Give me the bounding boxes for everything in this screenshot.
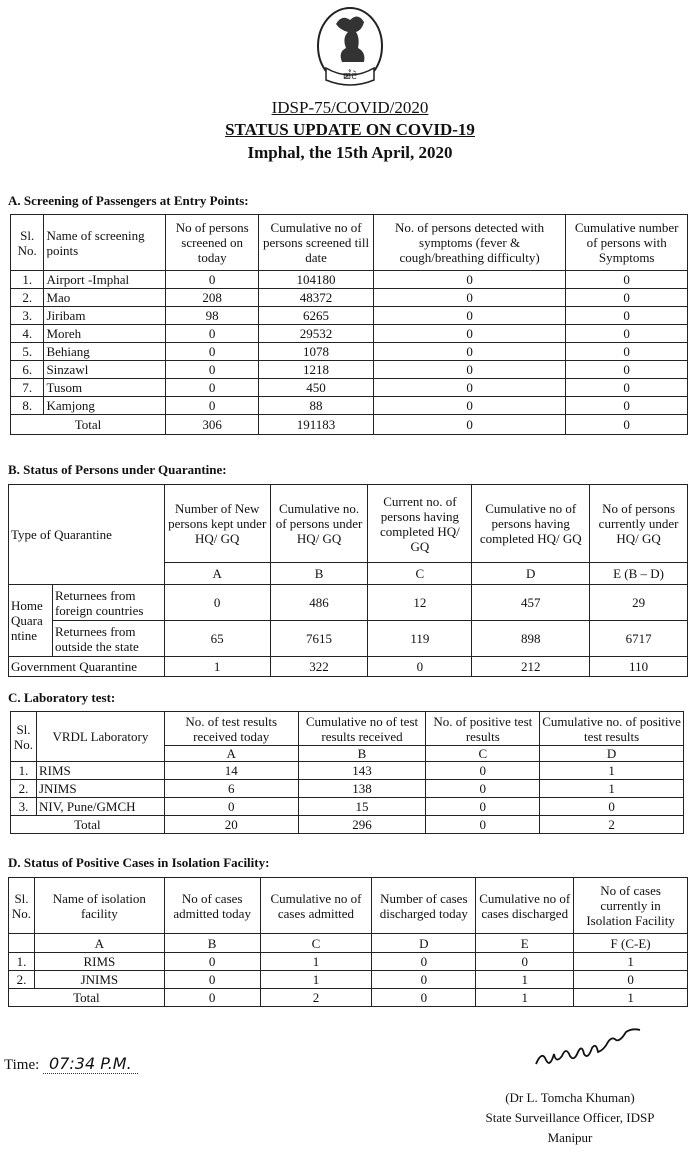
table-cell: 0 [164, 953, 260, 971]
table-cell: 0 [476, 953, 574, 971]
table-header-row [9, 878, 688, 934]
table-row [11, 343, 688, 361]
column-header: No. of persons detected with symptoms (fever & cough/breathing difficulty) [373, 215, 566, 271]
total-cell: 1 [476, 989, 574, 1007]
table-cell: 0 [373, 343, 566, 361]
table-cell: 14 [164, 762, 298, 780]
table-row [11, 289, 688, 307]
table-row [11, 325, 688, 343]
table-cell: RIMS [36, 762, 164, 780]
table-row [11, 307, 688, 325]
table-cell: JNIMS [36, 780, 164, 798]
table-cell: 0 [566, 361, 688, 379]
time-stamp [4, 1054, 138, 1074]
table-cell: 898 [472, 621, 590, 657]
table-cell: 0 [373, 379, 566, 397]
table-cell: 98 [166, 307, 259, 325]
table-cell: 104180 [259, 271, 374, 289]
table-cell: 0 [164, 971, 260, 989]
table-cell: 0 [373, 397, 566, 415]
total-row [9, 989, 688, 1007]
column-header: Cumulative no of cases discharged [476, 878, 574, 934]
table-cell: 486 [270, 585, 368, 621]
place-date: Imphal, the 15th April, 2020 [247, 143, 453, 162]
total-cell: 0 [164, 989, 260, 1007]
column-header: Type of Quarantine [9, 485, 165, 585]
table-cell: Behiang [44, 343, 166, 361]
column-header: Number of New persons kept under HQ/ GQ [164, 485, 270, 563]
table-row [11, 798, 684, 816]
table-row [9, 971, 688, 989]
column-header: Name of screening points [44, 215, 166, 271]
table-cell: 208 [166, 289, 259, 307]
column-letter: A [164, 746, 298, 762]
total-cell: 1 [574, 989, 688, 1007]
table-cell: 0 [540, 798, 684, 816]
document-title: STATUS UPDATE ON COVID-19 [225, 120, 475, 139]
table-cell: 0 [566, 379, 688, 397]
column-header: Cumulative number of persons with Symptoms [566, 215, 688, 271]
column-letter: B [164, 934, 260, 953]
total-cell: 2 [260, 989, 372, 1007]
table-cell: Jiribam [44, 307, 166, 325]
column-header: Number of cases discharged today [372, 878, 476, 934]
table-cell: 3. [11, 307, 44, 325]
column-letter: C [260, 934, 372, 953]
table-cell: 0 [373, 289, 566, 307]
column-header: No of persons screened on today [166, 215, 259, 271]
table-cell: 7. [11, 379, 44, 397]
table-cell: 0 [373, 307, 566, 325]
table-cell: NIV, Pune/GMCH [36, 798, 164, 816]
total-cell: 0 [372, 989, 476, 1007]
table-cell: Sinzawl [44, 361, 166, 379]
total-row [11, 415, 688, 435]
column-letter: F (C-E) [574, 934, 688, 953]
total-cell: 0 [426, 816, 540, 834]
table-header-row [9, 485, 688, 563]
table-cell: 2. [11, 289, 44, 307]
total-cell: 191183 [259, 415, 374, 435]
table-cell: 0 [372, 971, 476, 989]
table-cell: 0 [426, 798, 540, 816]
table-cell: 0 [164, 798, 298, 816]
table-cell: 6265 [259, 307, 374, 325]
section-b-heading: B. Status of Persons under Quarantine: [8, 462, 227, 477]
table-cell: 0 [368, 657, 472, 677]
column-header: Cumulative no. of positive test results [540, 712, 684, 746]
table-cell: 0 [166, 325, 259, 343]
laboratory-table [10, 711, 684, 834]
column-letter [9, 934, 35, 953]
table-cell: 1218 [259, 361, 374, 379]
table-cell: 0 [566, 289, 688, 307]
table-cell: 1 [476, 971, 574, 989]
row-label: Returnees from outside the state [52, 621, 164, 657]
table-cell: 6. [11, 361, 44, 379]
column-header: Sl. No. [11, 215, 44, 271]
table-cell: 1. [9, 953, 35, 971]
total-row [11, 816, 684, 834]
column-header: Cumulative no of test results received [298, 712, 426, 746]
table-cell: 1 [540, 762, 684, 780]
column-header: No. of test results received today [164, 712, 298, 746]
table-cell: RIMS [34, 953, 164, 971]
column-letter: E (B – D) [590, 563, 688, 585]
screening-table [10, 214, 688, 435]
table-cell: 29 [590, 585, 688, 621]
signatory-designation: State Surveillance Officer, IDSP [485, 1110, 655, 1125]
column-letter-row [9, 934, 688, 953]
table-row [11, 762, 684, 780]
total-cell: 0 [373, 415, 566, 435]
table-cell: 322 [270, 657, 368, 677]
table-cell: 0 [566, 397, 688, 415]
table-row [11, 397, 688, 415]
signatory-state: Manipur [547, 1130, 593, 1145]
table-cell: JNIMS [34, 971, 164, 989]
table-cell: 138 [298, 780, 426, 798]
table-cell: 0 [426, 762, 540, 780]
table-cell: 0 [426, 780, 540, 798]
total-label: Total [9, 989, 165, 1007]
table-cell: Kamjong [44, 397, 166, 415]
table-cell: 6 [164, 780, 298, 798]
column-letter: C [426, 746, 540, 762]
table-cell: 65 [164, 621, 270, 657]
column-header: No. of positive test results [426, 712, 540, 746]
column-header: No of cases currently in Isolation Facility [574, 878, 688, 934]
table-row [11, 379, 688, 397]
total-cell: 20 [164, 816, 298, 834]
table-row [11, 780, 684, 798]
table-cell: 0 [373, 271, 566, 289]
total-label: Total [11, 415, 166, 435]
section-c-heading: C. Laboratory test: [8, 690, 116, 705]
table-cell: 88 [259, 397, 374, 415]
table-cell: 2. [9, 971, 35, 989]
column-header: Cumulative no of persons screened till date [259, 215, 374, 271]
column-header: Current no. of persons having completed HQ/ GQ [368, 485, 472, 563]
table-cell: 143 [298, 762, 426, 780]
table-cell: Moreh [44, 325, 166, 343]
table-cell: 2. [11, 780, 37, 798]
table-cell: Tusom [44, 379, 166, 397]
column-header: Name of isolation facility [34, 878, 164, 934]
table-cell: 1 [164, 657, 270, 677]
table-cell: Airport -Imphal [44, 271, 166, 289]
table-cell: 0 [566, 343, 688, 361]
table-cell: 450 [259, 379, 374, 397]
column-letter: C [368, 563, 472, 585]
column-letter: B [270, 563, 368, 585]
column-letter: A [34, 934, 164, 953]
column-header: VRDL Laboratory [36, 712, 164, 762]
table-cell: 12 [368, 585, 472, 621]
table-cell: 1078 [259, 343, 374, 361]
table-cell: 0 [566, 325, 688, 343]
section-a-heading: A. Screening of Passengers at Entry Points: [8, 193, 249, 208]
table-cell: 1 [260, 971, 372, 989]
table-row [11, 361, 688, 379]
table-cell: 0 [166, 379, 259, 397]
handwritten-signature [530, 1028, 650, 1072]
table-cell: 1. [11, 271, 44, 289]
table-cell: 4. [11, 325, 44, 343]
signatory-name: (Dr L. Tomcha Khuman) [505, 1090, 635, 1105]
column-letter: D [472, 563, 590, 585]
table-cell: 0 [166, 271, 259, 289]
table-cell: 0 [164, 585, 270, 621]
table-cell: 0 [566, 307, 688, 325]
total-cell: 0 [566, 415, 688, 435]
table-cell: 1. [11, 762, 37, 780]
table-cell: 3. [11, 798, 37, 816]
table-cell: 0 [373, 361, 566, 379]
table-cell: 0 [373, 325, 566, 343]
table-row [9, 585, 688, 621]
column-header: Cumulative no of persons having completed HQ/ GQ [472, 485, 590, 563]
manipur-state-emblem [312, 4, 388, 94]
section-d-heading: D. Status of Positive Cases in Isolation Facility: [8, 855, 270, 870]
column-header: Sl. No. [9, 878, 35, 934]
table-cell: 15 [298, 798, 426, 816]
row-label: Government Quarantine [9, 657, 165, 677]
column-letter: D [372, 934, 476, 953]
table-row [9, 657, 688, 677]
table-row [9, 621, 688, 657]
table-cell: 0 [372, 953, 476, 971]
table-cell: 0 [166, 343, 259, 361]
table-cell: 0 [574, 971, 688, 989]
column-letter: E [476, 934, 574, 953]
column-header: Cumulative no of cases admitted [260, 878, 372, 934]
table-cell: 7615 [270, 621, 368, 657]
table-cell: 0 [166, 361, 259, 379]
total-cell: 296 [298, 816, 426, 834]
column-letter: D [540, 746, 684, 762]
table-row [11, 271, 688, 289]
isolation-table [8, 877, 688, 1007]
table-cell: 212 [472, 657, 590, 677]
table-header-row [11, 215, 688, 271]
table-cell: Mao [44, 289, 166, 307]
table-cell: 48372 [259, 289, 374, 307]
table-cell: 0 [166, 397, 259, 415]
time-value: 07:34 P.M. [43, 1054, 138, 1074]
column-header: Sl. No. [11, 712, 37, 762]
table-cell: 6717 [590, 621, 688, 657]
table-row [9, 953, 688, 971]
table-cell: 1 [540, 780, 684, 798]
time-label: Time: [4, 1057, 40, 1073]
table-cell: 0 [566, 271, 688, 289]
table-cell: 1 [260, 953, 372, 971]
quarantine-table [8, 484, 688, 677]
document-reference: IDSP-75/COVID/2020 [271, 98, 429, 117]
table-cell: 29532 [259, 325, 374, 343]
column-header: No of cases admitted today [164, 878, 260, 934]
svg-text:ꯀꯪꯂꯥ: ꯀꯪꯂꯥ [342, 71, 358, 81]
table-cell: 5. [11, 343, 44, 361]
table-cell: 1 [574, 953, 688, 971]
column-letter: B [298, 746, 426, 762]
total-cell: 306 [166, 415, 259, 435]
table-cell: 119 [368, 621, 472, 657]
column-letter: A [164, 563, 270, 585]
table-cell: 457 [472, 585, 590, 621]
home-quarantine-label: Home Quara ntine [9, 585, 53, 657]
column-header: No of persons currently under HQ/ GQ [590, 485, 688, 563]
total-label: Total [11, 816, 165, 834]
table-cell: 8. [11, 397, 44, 415]
table-header-row [11, 712, 684, 746]
row-label: Returnees from foreign countries [52, 585, 164, 621]
column-header: Cumulative no. of persons under HQ/ GQ [270, 485, 368, 563]
table-cell: 110 [590, 657, 688, 677]
total-cell: 2 [540, 816, 684, 834]
